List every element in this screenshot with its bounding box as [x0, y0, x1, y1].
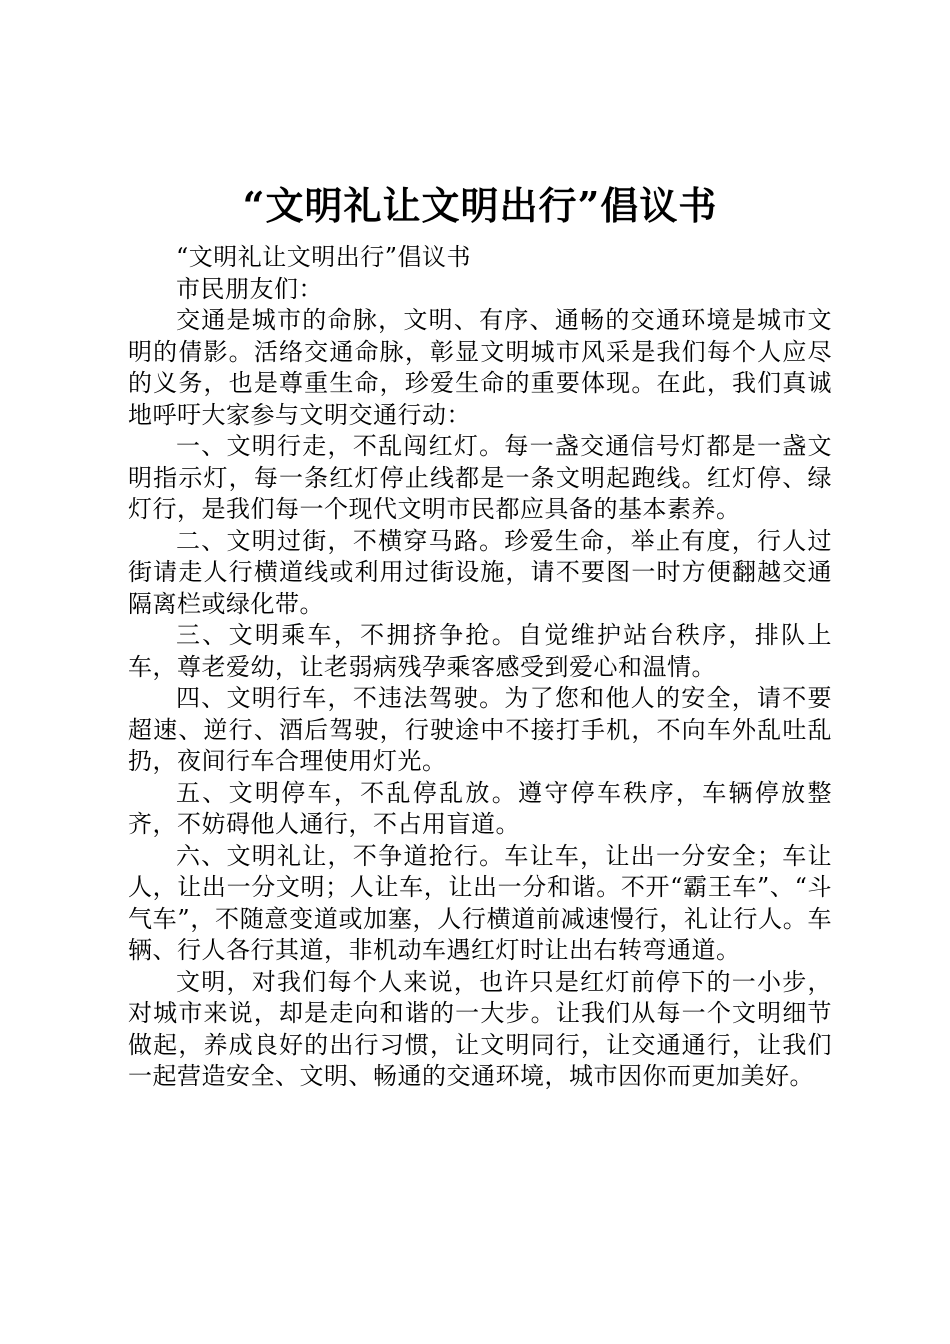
body-paragraph: 四、文明行车，不违法驾驶。为了您和他人的安全，请不要超速、逆行、酒后驾驶，行驶途中不接打手机，不向车外乱吐乱扔，夜间行车合理使用灯光。: [128, 684, 832, 775]
body-paragraph: 三、文明乘车，不拥挤争抢。自觉维护站台秩序，排队上车，尊老爱幼，让老弱病残孕乘客感受到爱心和温情。: [128, 621, 832, 681]
body-paragraph: 五、文明停车，不乱停乱放。遵守停车秩序，车辆停放整齐，不妨碍他人通行，不占用盲道。: [128, 778, 832, 838]
closing-paragraph: 文明，对我们每个人来说，也许只是红灯前停下的一小步，对城市来说，却是走向和谐的一大步。让我们从每一个文明细节做起，养成良好的出行习惯，让文明同行，让交通通行，让我们一起营造安全、文明、畅通的交通环境，城市因你而更加美好。: [128, 967, 832, 1090]
document-page: [128, 182, 832, 1093]
body-paragraph: 一、文明行走，不乱闯红灯。每一盏交通信号灯都是一盏文明指示灯，每一条红灯停止线都是一条文明起跑线。红灯停、绿灯行，是我们每一个现代文明市民都应具备的基本素养。: [128, 432, 832, 523]
body-paragraph: 二、文明过街，不横穿马路。珍爱生命，举止有度，行人过街请走人行横道线或利用过街设施，请不要图一时方便翻越交通隔离栏或绿化带。: [128, 526, 832, 618]
document-body: [128, 242, 832, 1093]
salutation: 市民朋友们：: [176, 274, 323, 303]
body-paragraph: 六、文明礼让，不争道抢行。车让车，让出一分安全；车让人，让出一分文明；人让车，让出一分和谐。不开“霸王车”、“斗气车”，不随意变道或加塞，人行横道前减速慢行，礼让行人。车辆、行人各行其道，非机动车遇红灯时让出右转弯通道。: [128, 841, 832, 964]
body-paragraph: 交通是城市的命脉，文明、有序、通畅的交通环境是城市文明的倩影。活络交通命脉，彰显文明城市风采是我们每个人应尽的义务，也是尊重生命，珍爱生命的重要体现。在此，我们真诚地呼吁大家参与文明交通行动：: [128, 306, 832, 429]
document-title: “文明礼让文明出行”倡议书: [242, 183, 718, 228]
body-paragraph: “文明礼让文明出行”倡议书: [176, 243, 472, 271]
